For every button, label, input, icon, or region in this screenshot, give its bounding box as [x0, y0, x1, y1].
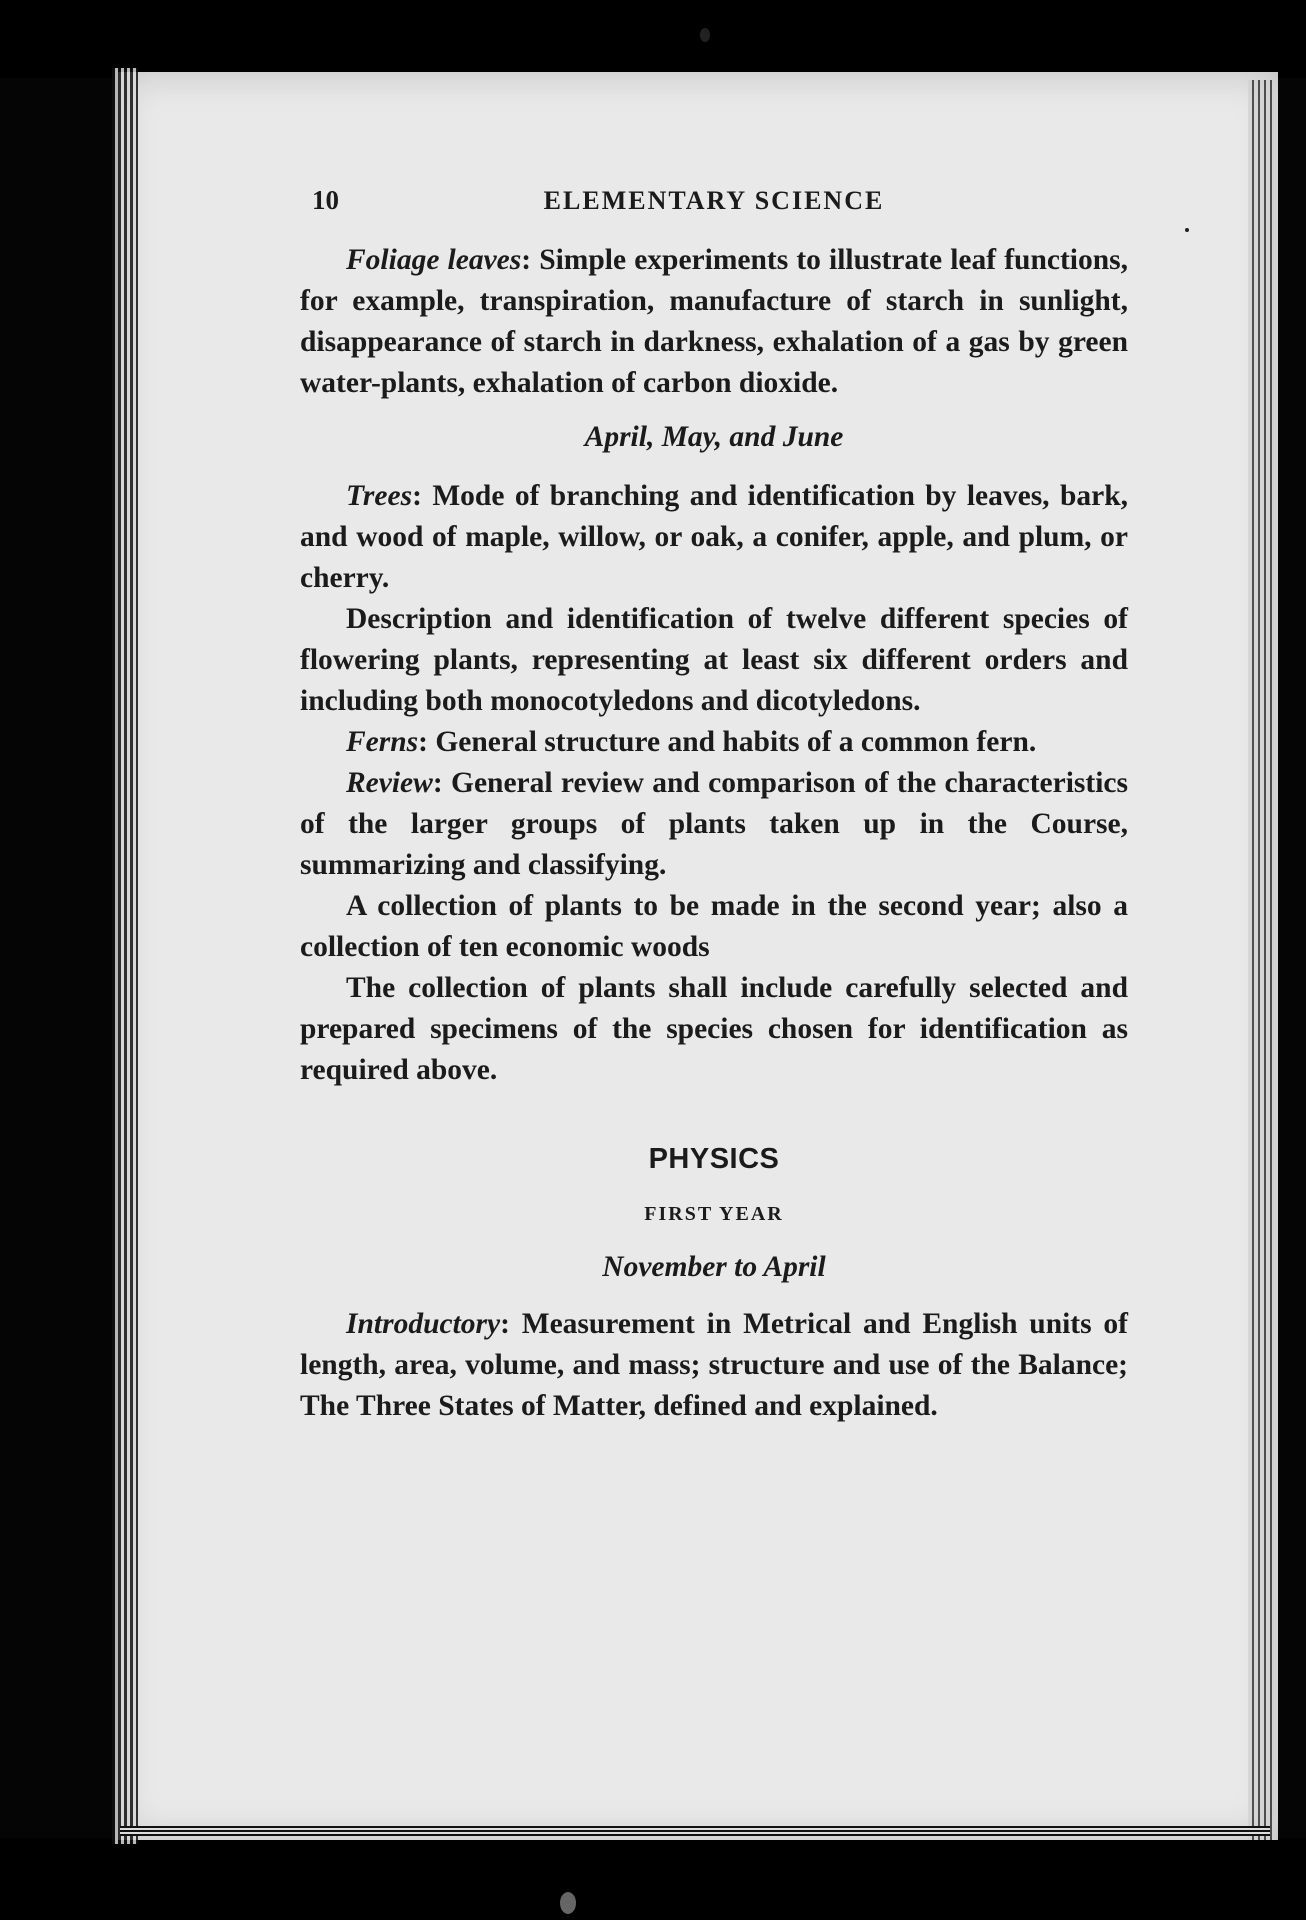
section-heading-april: April, May, and June	[584, 421, 844, 453]
paragraph	[300, 722, 1128, 763]
leaf-functions-section	[300, 240, 1128, 404]
paragraph-term: Trees	[346, 480, 413, 512]
physics-section	[300, 1304, 1128, 1427]
scan-bottom-margin	[0, 1838, 1306, 1920]
paragraph-separator: :	[418, 726, 436, 758]
paragraph-term: Ferns	[346, 726, 419, 758]
paragraph-text: Mode of branching and identification by leaves, bark, and wood of maple, willow, or oak, a conifer, apple, and plum, or cherry.	[300, 480, 1128, 594]
paragraph-term: Introductory	[346, 1308, 501, 1340]
paragraph-term: Review	[346, 767, 433, 799]
paragraph-separator: :	[500, 1308, 522, 1340]
physics-title: PHYSICS	[648, 1143, 780, 1175]
paragraph-separator: :	[432, 767, 451, 799]
page-edge-bottom	[120, 1826, 1270, 1836]
scan-speck	[700, 28, 710, 42]
paragraph-text: Measurement in Metrical and English units of length, area, volume, and mass; structure and use of the Balance; The Three States of Matter, defined and explained.	[300, 1308, 1128, 1422]
paragraph-separator: :	[412, 480, 433, 512]
paragraph-text: A collection of plants to be made in the second year; also a collection of ten economic woods	[300, 890, 1128, 963]
paragraph-text: Simple experiments to illustrate leaf functions, for example, transpiration, manufacture of starch in sunlight, disappearance of starch in darkness, exhalation of a gas by green water-plants, exhalation of carbon dioxide.	[300, 244, 1128, 399]
scan-top-margin	[0, 0, 1306, 78]
paragraph	[300, 1304, 1128, 1427]
page-content	[300, 180, 1128, 1427]
scan-speck	[1185, 228, 1189, 232]
april-june-section	[300, 476, 1128, 1091]
page-edge-left	[112, 68, 138, 1844]
paragraph-text: General review and comparison of the characteristics of the larger groups of plants taken up in the Course, summarizing and classifying.	[300, 767, 1128, 881]
paragraph	[300, 599, 1128, 722]
paragraph-text: General structure and habits of a common fern.	[435, 726, 1037, 758]
page-number: 10	[312, 185, 339, 215]
paragraph-text: The collection of plants shall include carefully selected and prepared specimens of the species chosen for identification as required above.	[300, 972, 1128, 1086]
scan-speck	[560, 1892, 576, 1914]
paragraph	[300, 886, 1128, 968]
paragraph-text: Description and identification of twelve different species of flowering plants, representing at least six different orders and including both monocotyledons and dicotyledons.	[300, 603, 1128, 717]
paragraph-term: Foliage leaves	[346, 244, 522, 276]
running-title: ELEMENTARY SCIENCE	[543, 186, 885, 215]
paragraph	[300, 240, 1128, 404]
paragraph-separator: :	[521, 244, 540, 276]
physics-year: FIRST YEAR	[644, 1203, 784, 1225]
physics-period: November to April	[602, 1251, 826, 1283]
page-header	[300, 180, 1128, 240]
paragraph	[300, 476, 1128, 599]
paragraph	[300, 968, 1128, 1091]
page-edge-right	[1248, 80, 1276, 1840]
paragraph	[300, 763, 1128, 886]
